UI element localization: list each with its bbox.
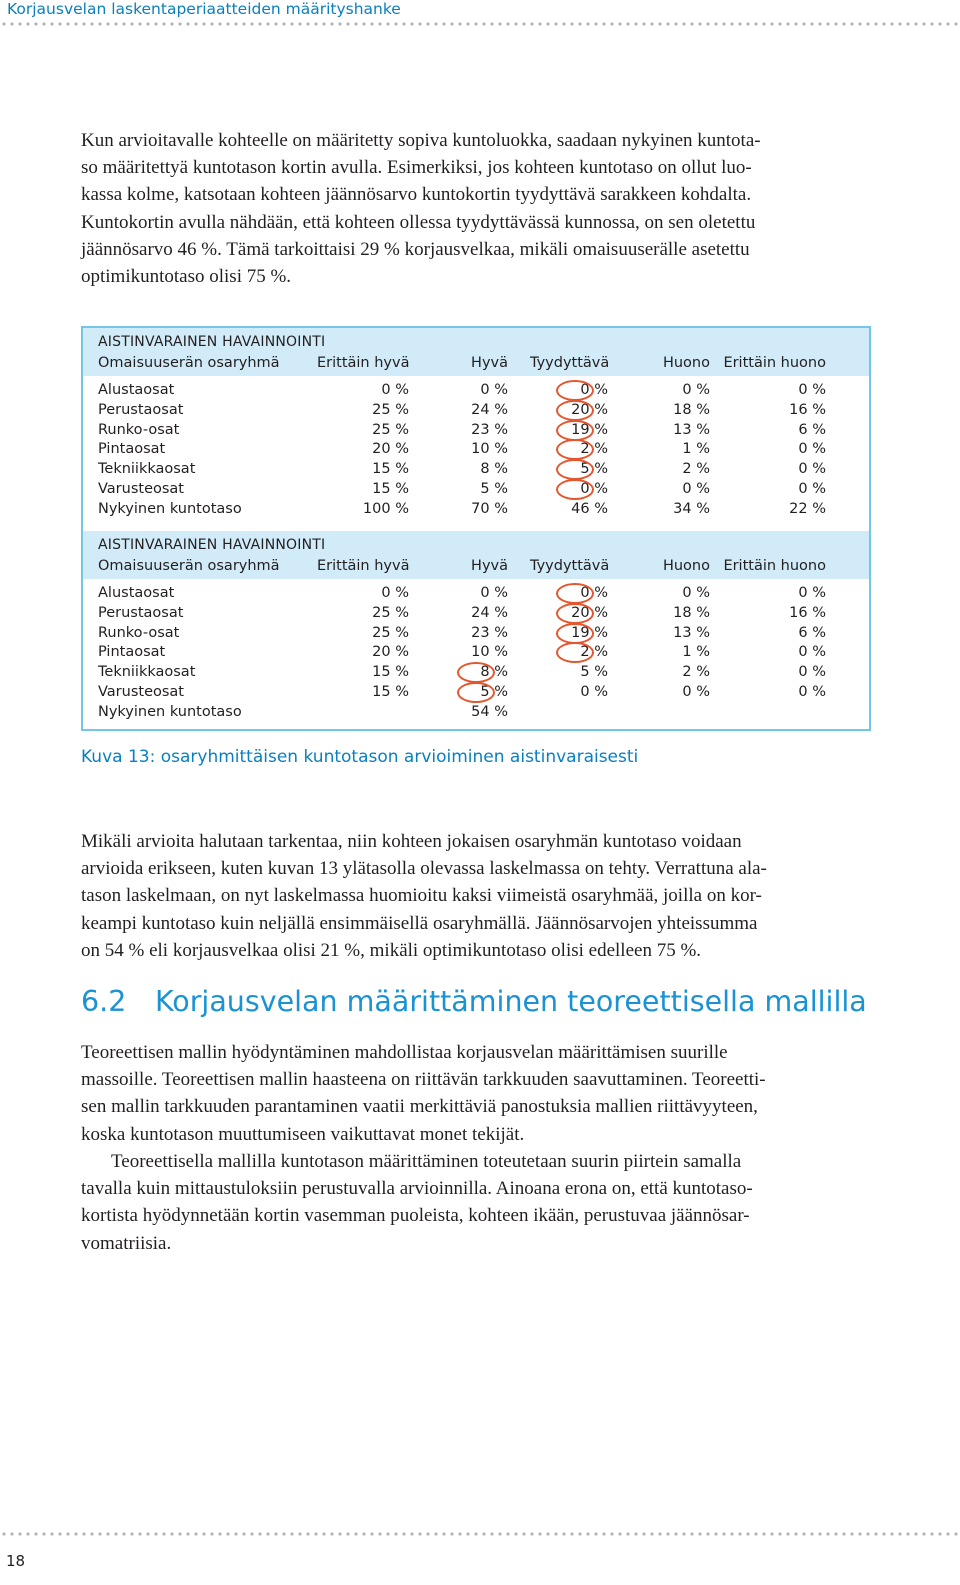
condition-table-lower bbox=[83, 531, 869, 724]
table-cell: 19 % bbox=[571, 421, 608, 438]
text-line: vomatriisia. bbox=[81, 1232, 172, 1254]
table-row bbox=[83, 382, 869, 402]
highlight-circle bbox=[556, 583, 594, 604]
text-line: Teoreettisen mallin hyödyntäminen mahdollistaa korjausvelan määrittämisen suurille bbox=[81, 1042, 728, 1063]
table-cell: 5 % bbox=[580, 461, 608, 478]
column-header: Erittäin huono bbox=[723, 355, 826, 371]
table-header bbox=[83, 531, 869, 579]
table-title: AISTINVARAINEN HAVAINNOINTI bbox=[98, 334, 326, 350]
table-cell: 0 % bbox=[798, 644, 826, 661]
table-cell: 0 % bbox=[798, 461, 826, 478]
table-cell: 10 % bbox=[471, 644, 508, 661]
table-cell: 10 % bbox=[471, 441, 508, 458]
total-cell: 100 % bbox=[362, 500, 409, 517]
table-cell: 0 % bbox=[381, 585, 409, 601]
text-line: sen mallin tarkkuuden parantaminen vaatii merkittäviä panostuksia mallien riittävyyteen, bbox=[81, 1096, 758, 1118]
table-cell: 0 % bbox=[798, 664, 826, 681]
text-line: kassa kolme, katsotaan kohteen jäännösarvo kuntokortin tyydyttävä sarakkeen kohdalta. bbox=[81, 184, 752, 206]
row-label: Runko-osat bbox=[98, 421, 180, 438]
table-cell: 2 % bbox=[580, 441, 608, 458]
table-cell: 15 % bbox=[372, 480, 409, 497]
total-label: Nykyinen kuntotaso bbox=[98, 500, 242, 517]
table-cell: 6 % bbox=[798, 624, 826, 641]
table-cell: 13 % bbox=[673, 624, 710, 641]
table-cell: 1 % bbox=[682, 441, 710, 458]
row-label: Alustaosat bbox=[98, 382, 175, 398]
text-line: tavalla kuin mittaustuloksiin perustuvalla arvioinnilla. Ainoana erona on, että kuntotaso- bbox=[81, 1178, 753, 1200]
highlight-circle bbox=[457, 682, 495, 703]
table-row bbox=[83, 585, 869, 605]
paragraph-4 bbox=[81, 1148, 871, 1257]
table-cell: 25 % bbox=[372, 604, 409, 621]
table-cell: 16 % bbox=[789, 401, 826, 418]
column-header: Erittäin huono bbox=[723, 558, 826, 574]
table-cell: 0 % bbox=[798, 480, 826, 497]
dotted-rule-top bbox=[0, 21, 960, 27]
column-header-row bbox=[83, 355, 869, 375]
row-label: Runko-osat bbox=[98, 624, 180, 641]
table-cell: 2 % bbox=[682, 664, 710, 681]
table-cell: 13 % bbox=[673, 421, 710, 438]
column-header: Omaisuuserän osaryhmä bbox=[98, 355, 280, 371]
table-cell: 8 % bbox=[480, 664, 508, 681]
row-label: Pintaosat bbox=[98, 644, 166, 661]
column-header: Hyvä bbox=[471, 355, 508, 371]
total-cell: 70 % bbox=[471, 500, 508, 517]
text-line: koska kuntotason muuttumiseen vaikuttavat monet tekijät. bbox=[81, 1123, 525, 1145]
row-label: Perustaosat bbox=[98, 401, 184, 418]
column-header: Erittäin hyvä bbox=[317, 355, 410, 371]
highlight-circle bbox=[556, 603, 594, 624]
table-cell: 0 % bbox=[580, 585, 608, 601]
row-label: Varusteosat bbox=[98, 480, 184, 497]
table-row bbox=[83, 481, 869, 501]
table-cell: 0 % bbox=[682, 382, 710, 398]
table-cell: 2 % bbox=[580, 644, 608, 661]
table-cell: 20 % bbox=[372, 441, 409, 458]
highlight-circle bbox=[556, 420, 594, 441]
table-cell: 0 % bbox=[682, 480, 710, 497]
table-cell: 15 % bbox=[372, 461, 409, 478]
highlight-circle bbox=[556, 400, 594, 421]
table-cell: 0 % bbox=[798, 441, 826, 458]
table-cell: 16 % bbox=[789, 604, 826, 621]
table-cell: 24 % bbox=[471, 401, 508, 418]
column-header-row bbox=[83, 558, 869, 578]
table-cell: 5 % bbox=[480, 480, 508, 497]
text-line: arvioida erikseen, kuten kuvan 13 ylätasolla olevassa laskelmassa on tehty. Verrattuna ala- bbox=[81, 858, 767, 880]
table-cell: 18 % bbox=[673, 604, 710, 621]
table-row bbox=[83, 461, 869, 481]
text-line: massoille. Teoreettisen mallin haasteena on riittävän tarkkuuden saavuttaminen. Teoreetti- bbox=[81, 1069, 766, 1091]
text-line: Kun arvioitavalle kohteelle on määritetty sopiva kuntoluokka, saadaan nykyinen kuntota- bbox=[81, 130, 761, 151]
table-cell: 0 % bbox=[682, 585, 710, 601]
table-cell: 18 % bbox=[673, 401, 710, 418]
table-cell: 23 % bbox=[471, 624, 508, 641]
table-row bbox=[83, 684, 869, 704]
row-label: Alustaosat bbox=[98, 585, 175, 601]
table-cell: 0 % bbox=[682, 683, 710, 700]
table-cell: 19 % bbox=[571, 624, 608, 641]
table-cell: 0 % bbox=[381, 382, 409, 398]
highlight-circle bbox=[556, 479, 594, 500]
text-line: kortista hyödynnetään kortin vasemman puoleista, kohteen ikään, perustuvaa jäännösar- bbox=[81, 1205, 750, 1227]
table-cell: 25 % bbox=[372, 401, 409, 418]
table-cell: 0 % bbox=[580, 382, 608, 398]
table-cell: 0 % bbox=[798, 382, 826, 398]
figure-caption: Kuva 13: osaryhmittäisen kuntotason arvioiminen aistinvaraisesti bbox=[81, 747, 639, 767]
section-title: Korjausvelan määrittäminen teoreettisella mallilla bbox=[155, 985, 867, 1018]
total-label: Nykyinen kuntotaso bbox=[98, 703, 242, 720]
dotted-rule-bottom bbox=[0, 1531, 960, 1537]
text-line: tason laskelmaan, on nyt laskelmassa huomioitu kaksi viimeistä osaryhmää, joilla on kor- bbox=[81, 885, 762, 907]
text-line: Teoreettisella mallilla kuntotason määrittäminen toteutetaan suurin piirtein samalla bbox=[111, 1151, 742, 1172]
table-cell: 0 % bbox=[580, 480, 608, 497]
table-cell: 23 % bbox=[471, 421, 508, 438]
text-line: keampi kuntotaso kuin neljällä ensimmäisellä osaryhmällä. Jäännösarvojen yhteissumma bbox=[81, 912, 758, 934]
table-row bbox=[83, 625, 869, 645]
total-cell: 46 % bbox=[571, 500, 608, 517]
row-label: Tekniikkaosat bbox=[98, 461, 196, 478]
condition-figure bbox=[81, 326, 871, 731]
table-cell: 2 % bbox=[682, 461, 710, 478]
total-cell: 22 % bbox=[789, 500, 826, 517]
table-row bbox=[83, 605, 869, 625]
text-line: on 54 % eli korjausvelkaa olisi 21 %, mikäli optimikuntotaso olisi edelleen 75 %. bbox=[81, 939, 702, 961]
table-cell: 15 % bbox=[372, 664, 409, 681]
text-line: so määritettyä kuntotason kortin avulla. Esimerkiksi, jos kohteen kuntotaso on ollut luo- bbox=[81, 157, 752, 179]
text-line: jäännösarvo 46 %. Tämä tarkoittaisi 29 % korjausvelkaa, mikäli omaisuuserälle asetettu bbox=[81, 238, 750, 260]
table-cell: 20 % bbox=[571, 604, 608, 621]
row-label: Varusteosat bbox=[98, 683, 184, 700]
text-line: Mikäli arvioita halutaan tarkentaa, niin kohteen jokaisen osaryhmän kuntotaso voidaan bbox=[81, 831, 742, 852]
paragraph-1 bbox=[81, 127, 871, 290]
table-row bbox=[83, 422, 869, 442]
condition-table-upper bbox=[83, 328, 869, 521]
highlight-circle bbox=[556, 380, 594, 401]
running-head: Korjausvelan laskentaperiaatteiden määrityshanke bbox=[7, 0, 401, 18]
row-label: Pintaosat bbox=[98, 441, 166, 458]
text-line: Kuntokortin avulla nähdään, että kohteen ollessa tyydyttävässä kunnossa, on sen oletettu bbox=[81, 211, 756, 233]
table-cell: 15 % bbox=[372, 683, 409, 700]
table-cell: 25 % bbox=[372, 421, 409, 438]
column-header: Tyydyttävä bbox=[530, 558, 610, 574]
row-label: Tekniikkaosat bbox=[98, 664, 196, 681]
table-cell: 0 % bbox=[580, 683, 608, 700]
text-line: optimikuntotaso olisi 75 %. bbox=[81, 266, 292, 288]
total-cell: 54 % bbox=[471, 703, 508, 720]
section-heading bbox=[81, 985, 867, 1018]
table-cell: 0 % bbox=[798, 585, 826, 601]
table-cell: 5 % bbox=[480, 683, 508, 700]
paragraph-3 bbox=[81, 1039, 871, 1148]
table-cell: 5 % bbox=[580, 664, 608, 681]
column-header: Tyydyttävä bbox=[530, 355, 610, 371]
column-header: Hyvä bbox=[471, 558, 508, 574]
table-cell: 0 % bbox=[480, 382, 508, 398]
table-cell: 20 % bbox=[372, 644, 409, 661]
total-row bbox=[83, 501, 869, 521]
table-cell: 1 % bbox=[682, 644, 710, 661]
page-number: 18 bbox=[6, 1552, 26, 1570]
total-row bbox=[83, 704, 869, 724]
section-number: 6.2 bbox=[81, 985, 127, 1018]
column-header: Huono bbox=[662, 558, 710, 574]
table-cell: 8 % bbox=[480, 461, 508, 478]
column-header: Huono bbox=[662, 355, 710, 371]
highlight-circle bbox=[556, 623, 594, 644]
column-header: Omaisuuserän osaryhmä bbox=[98, 558, 280, 574]
table-cell: 6 % bbox=[798, 421, 826, 438]
table-row bbox=[83, 441, 869, 461]
table-cell: 24 % bbox=[471, 604, 508, 621]
table-header bbox=[83, 328, 869, 376]
row-label: Perustaosat bbox=[98, 604, 184, 621]
table-title: AISTINVARAINEN HAVAINNOINTI bbox=[98, 537, 326, 553]
column-header: Erittäin hyvä bbox=[317, 558, 410, 574]
table-row bbox=[83, 402, 869, 422]
table-cell: 0 % bbox=[480, 585, 508, 601]
table-cell: 25 % bbox=[372, 624, 409, 641]
table-cell: 20 % bbox=[571, 401, 608, 418]
table-cell: 0 % bbox=[798, 683, 826, 700]
total-cell: 34 % bbox=[673, 500, 710, 517]
paragraph-2 bbox=[81, 828, 871, 964]
